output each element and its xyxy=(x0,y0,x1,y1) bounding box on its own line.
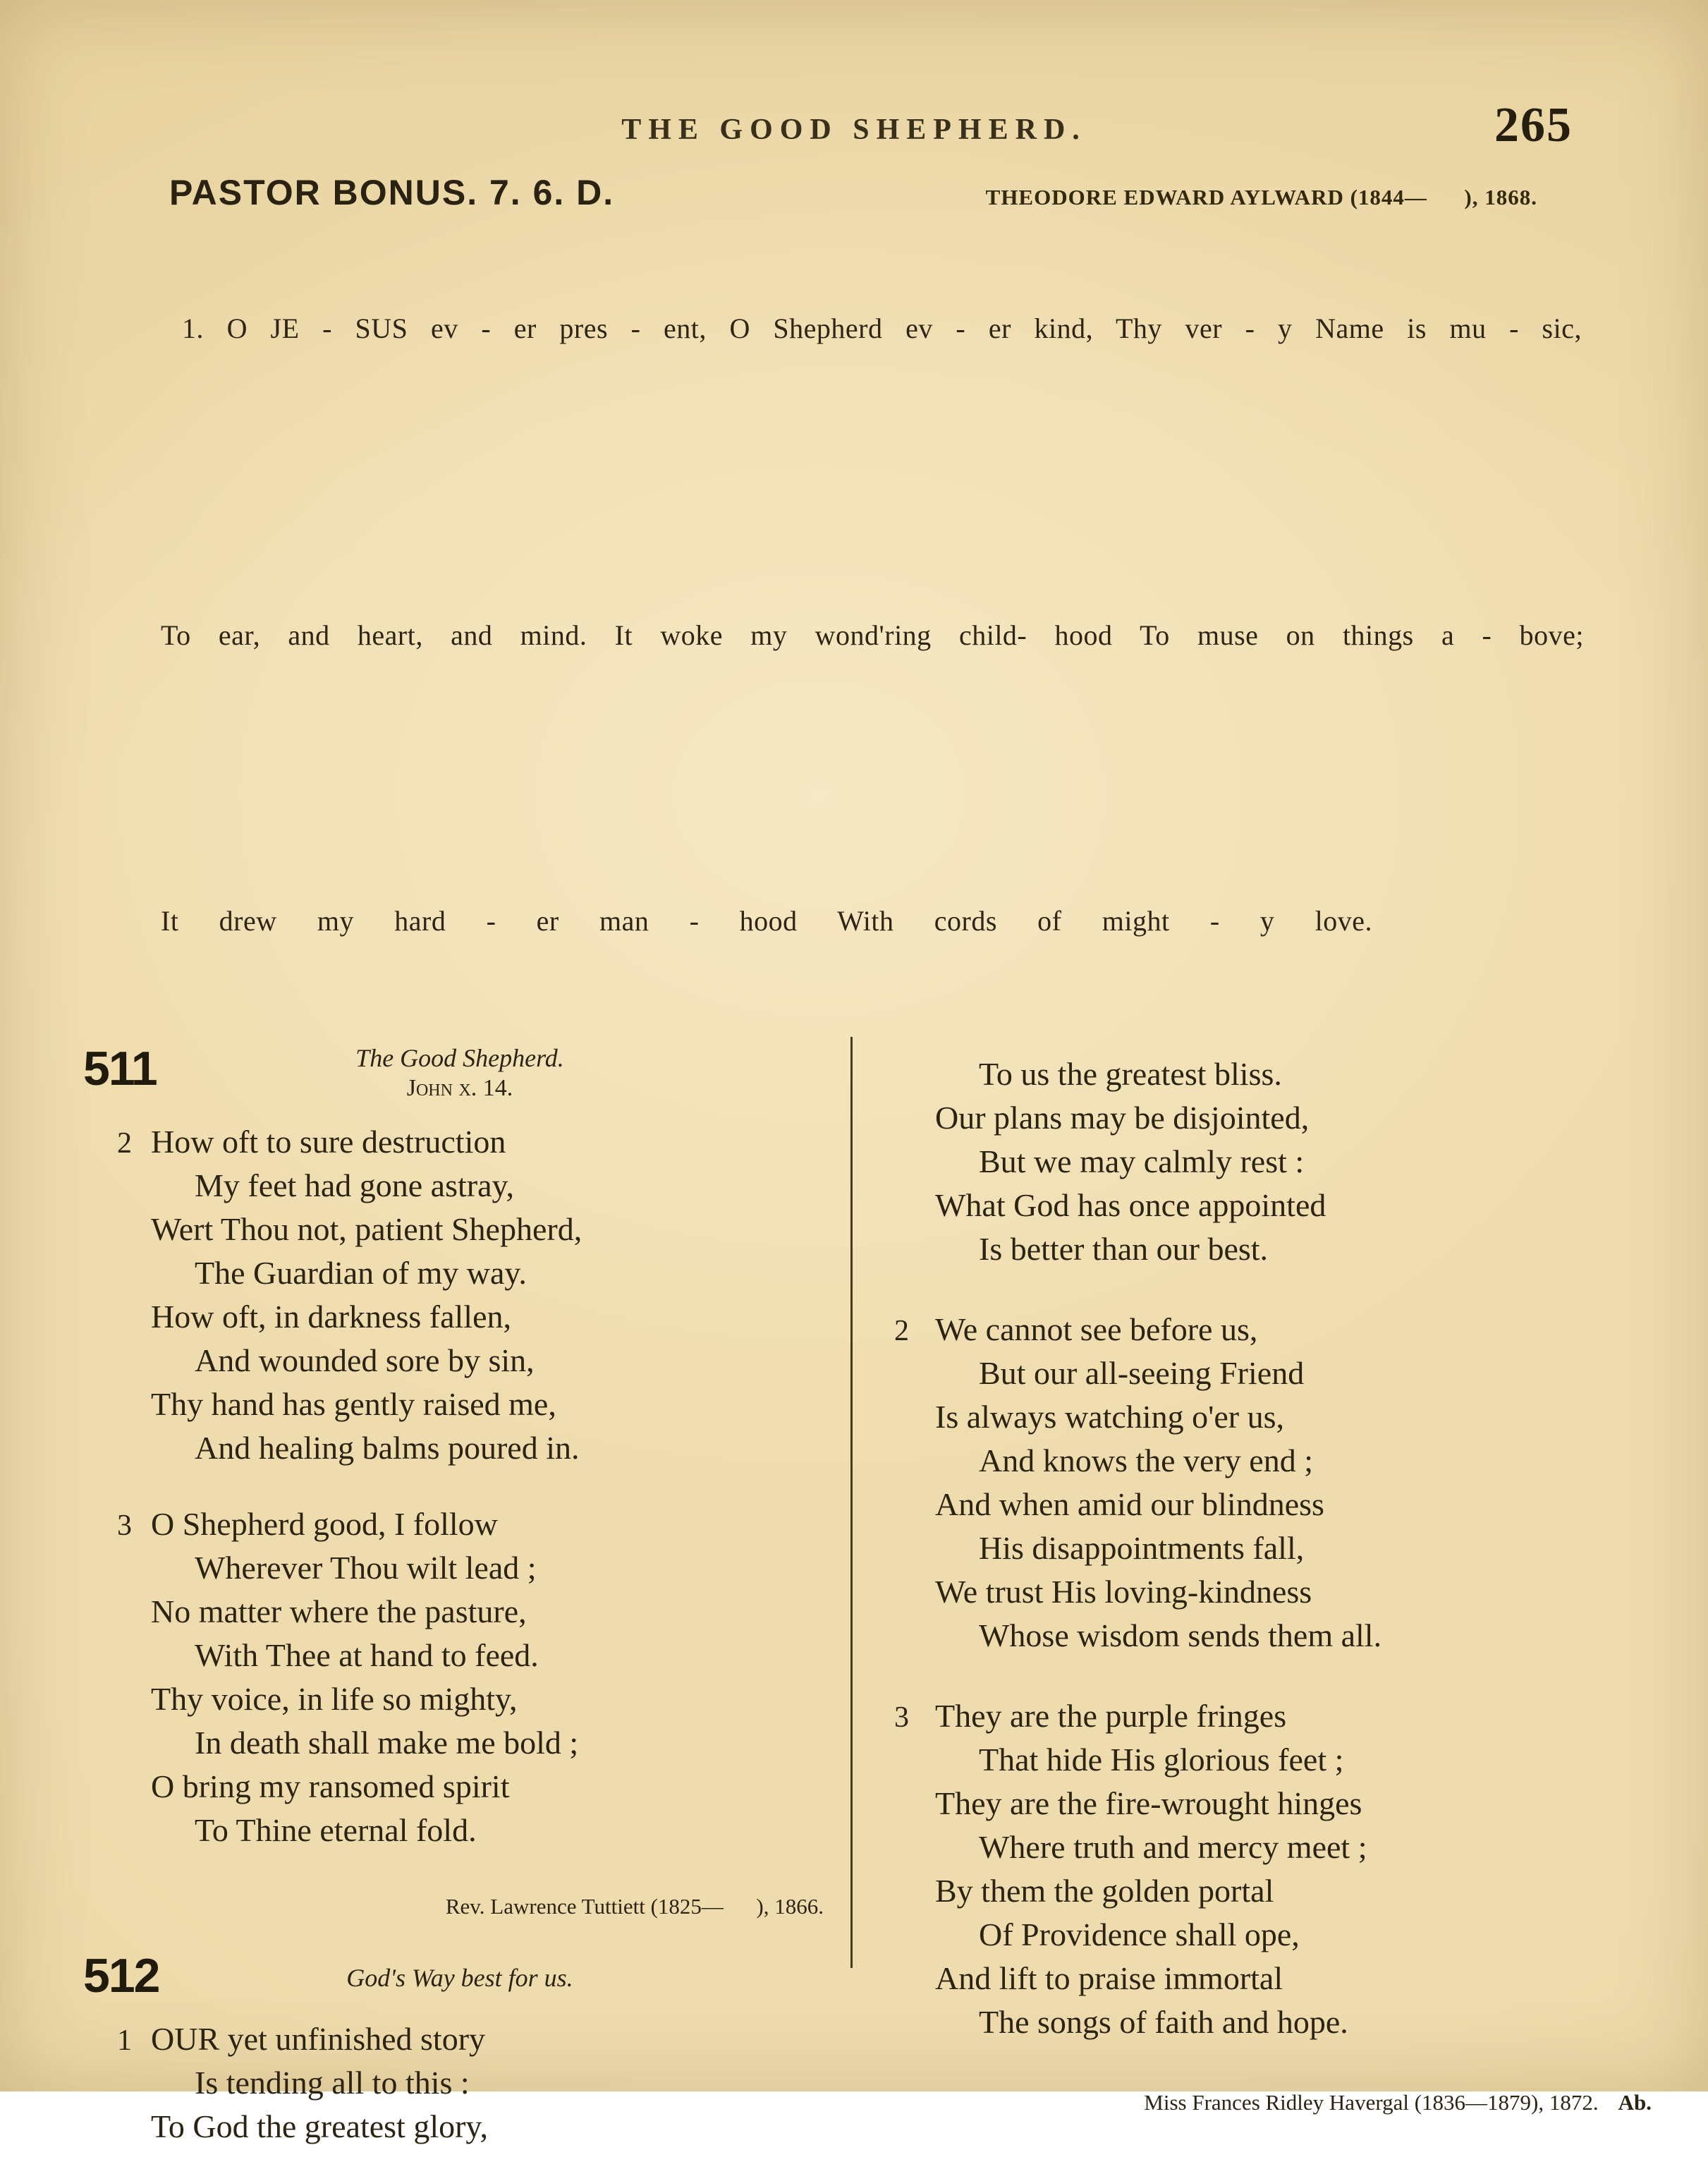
verse-line: Our plans may be disjointed, xyxy=(935,1100,1310,1136)
verse-line: Wherever Thou wilt lead ; xyxy=(195,1550,537,1586)
hymn-511-title: The Good Shepherd. xyxy=(355,1044,564,1072)
tune-name: PASTOR BONUS. 7. 6. D. xyxy=(169,173,615,212)
verse-line: And wounded sore by sin, xyxy=(195,1342,535,1378)
verse-line: Whose wisdom sends them all. xyxy=(979,1617,1382,1653)
verse-line: That hide His glorious feet ; xyxy=(979,1742,1344,1778)
hymn-512-header xyxy=(83,1949,828,2017)
left-column xyxy=(83,1042,828,2181)
verse-number: 3 xyxy=(117,1509,132,1542)
verse-line: To Thine eternal fold. xyxy=(195,1812,477,1848)
verse-number: 2 xyxy=(894,1315,909,1347)
verse-line: Of Providence shall ope, xyxy=(979,1916,1300,1952)
verse-block xyxy=(886,1694,1652,2044)
verse-line: Is always watching o'er us, xyxy=(935,1399,1284,1435)
verse-block xyxy=(92,2017,828,2149)
verse-line: Is tending all to this : xyxy=(195,2065,470,2101)
verse-line: O bring my ransomed spirit xyxy=(151,1768,510,1804)
page-number: 265 xyxy=(1494,98,1573,152)
right-column xyxy=(886,1052,1652,2125)
verse-block xyxy=(886,1308,1652,1658)
running-title: THE GOOD SHEPHERD. xyxy=(621,114,1087,146)
verse-line: O Shepherd good, I follow xyxy=(151,1506,498,1542)
verse-line: Is better than our best. xyxy=(979,1231,1269,1267)
hymn-512-title: God's Way best for us. xyxy=(346,1964,573,1992)
hymn-511-scripture: John x. 14. xyxy=(406,1075,513,1101)
verse-line: To us the greatest bliss. xyxy=(979,1056,1282,1092)
verse-line: Wert Thou not, patient Shepherd, xyxy=(151,1211,582,1247)
verse-line: They are the purple fringes xyxy=(935,1698,1287,1734)
hymn-512-attribution-row xyxy=(886,2081,1652,2125)
verse-line: His disappointments fall, xyxy=(979,1530,1305,1566)
verse-line: OUR yet unfinished story xyxy=(151,2021,486,2057)
verse-line: In death shall make me bold ; xyxy=(195,1725,579,1761)
hymn-511-header xyxy=(83,1042,828,1120)
verse-line: We cannot see before us, xyxy=(935,1311,1258,1347)
hymn-number-511: 511 xyxy=(83,1042,157,1095)
verse-line: To God the greatest glory, xyxy=(151,2108,488,2144)
verse-line: Where truth and mercy meet ; xyxy=(979,1829,1367,1865)
score-lyric-line-2: To ear, and heart, and mind. It woke my wond'ring child- hood To muse on things a - bove; xyxy=(161,619,1584,651)
verse-line: How oft to sure destruction xyxy=(151,1124,506,1160)
score-lyric-line-1: 1. O JE - SUS ev - er pres - ent, O Shepherd ev - er kind, Thy ver - y Name is mu - sic, xyxy=(182,312,1582,344)
verse-line: But we may calmly rest : xyxy=(979,1143,1305,1179)
hymn-512-verses-left xyxy=(92,2017,828,2149)
verse-line: But our all-seeing Friend xyxy=(979,1355,1305,1391)
verse-line: We trust His loving-kindness xyxy=(935,1574,1312,1610)
verse-number: 2 xyxy=(117,1127,132,1160)
verse-line: And lift to praise immortal xyxy=(935,1960,1283,1996)
verse-line: And knows the very end ; xyxy=(979,1442,1313,1478)
verse-line: They are the fire-wrought hinges xyxy=(935,1785,1362,1821)
verse-line: Thy voice, in life so mighty, xyxy=(151,1681,518,1717)
column-divider xyxy=(850,1037,853,1968)
verse-line: By them the golden portal xyxy=(935,1873,1274,1909)
hymn-number-512: 512 xyxy=(83,1949,159,2003)
verse-line: How oft, in darkness fallen, xyxy=(151,1299,511,1335)
verse-line: Thy hand has gently raised me, xyxy=(151,1386,556,1422)
verse-block xyxy=(92,1120,828,1470)
hymn-512-attribution: Miss Frances Ridley Havergal (1836—1879), 1872. xyxy=(1144,2090,1599,2115)
hymn-511-attribution: Rev. Lawrence Tuttiett (1825— ), 1866. xyxy=(445,1894,824,1919)
verse-block xyxy=(886,1052,1652,1271)
hymn-512-attribution-suffix: Ab. xyxy=(1618,2090,1652,2115)
verse-number: 3 xyxy=(894,1701,909,1734)
verse-line: What God has once appointed xyxy=(935,1187,1326,1223)
verse-line: With Thee at hand to feed. xyxy=(195,1637,539,1673)
hymn-512-verses-right xyxy=(886,1052,1652,2044)
verse-line: The Guardian of my way. xyxy=(195,1255,527,1291)
verse-number: 1 xyxy=(117,2024,132,2057)
hymn-511-verses xyxy=(92,1120,828,1852)
verse-block xyxy=(92,1502,828,1852)
score-lyric-line-3: It drew my hard - er man - hood With cords of might - y love. xyxy=(161,905,1372,937)
verse-line: The songs of faith and hope. xyxy=(979,2004,1348,2040)
verse-line: No matter where the pasture, xyxy=(151,1593,527,1629)
verse-line: My feet had gone astray, xyxy=(195,1167,515,1203)
verse-line: And healing balms poured in. xyxy=(195,1430,580,1466)
composer-credit: THEODORE EDWARD AYLWARD (1844— ), 1868. xyxy=(985,185,1537,209)
verse-line: And when amid our blindness xyxy=(935,1486,1324,1522)
